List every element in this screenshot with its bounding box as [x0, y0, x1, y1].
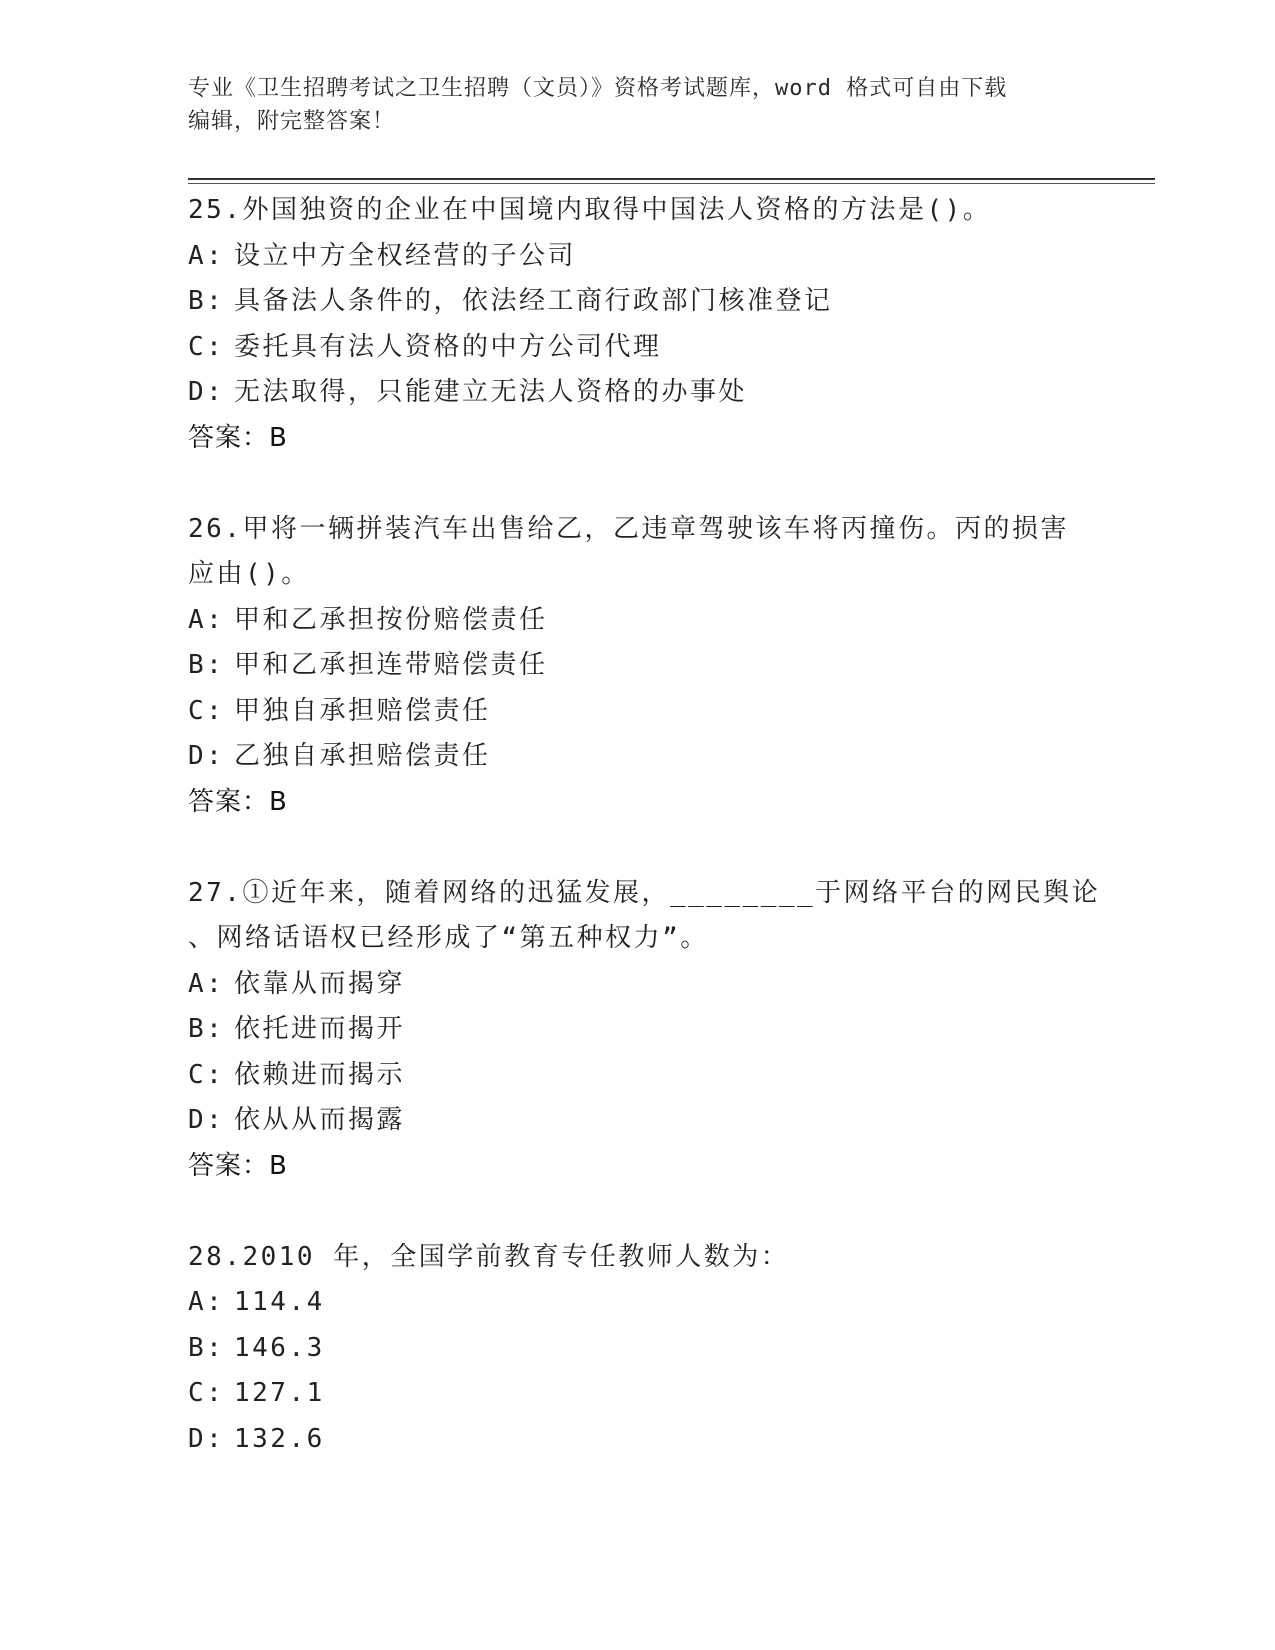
option-letter: D:	[188, 377, 225, 407]
option-letter: C:	[188, 331, 225, 362]
question-list	[188, 188, 1108, 1462]
question-spacer	[188, 1189, 1108, 1235]
option-text: 设立中方全权经营的子公司	[234, 240, 577, 271]
option-text: 甲和乙承担按份赔偿责任	[234, 604, 548, 635]
option-letter: B:	[188, 1332, 225, 1363]
option-letter: A:	[188, 1287, 225, 1317]
document-header	[188, 72, 1068, 138]
option-text: 132.6	[234, 1423, 325, 1454]
option-row	[188, 325, 1108, 371]
option-letter: C:	[188, 695, 225, 726]
option-text: 依靠从而揭穿	[234, 968, 406, 999]
option-text: 127.1	[234, 1378, 325, 1408]
option-letter: D:	[188, 1423, 225, 1454]
option-letter: D:	[188, 741, 225, 771]
option-letter: B:	[188, 286, 225, 316]
option-text: 甲独自承担赔偿责任	[234, 695, 491, 726]
question-stem-line: 26.甲将一辆拼装汽车出售给乙，乙违章驾驶该车将丙撞伤。丙的损害	[188, 513, 1069, 544]
option-row	[188, 962, 1108, 1008]
option-text: 委托具有法人资格的中方公司代理	[234, 331, 662, 362]
option-text: 依从从而揭露	[234, 1105, 406, 1135]
option-row	[188, 1417, 1108, 1463]
option-row	[188, 598, 1108, 644]
question-block	[188, 507, 1108, 871]
option-text: 具备法人条件的，依法经工商行政部门核准登记	[234, 286, 833, 316]
header-divider-thin	[188, 183, 1155, 184]
question-block	[188, 1235, 1108, 1463]
option-row	[188, 1280, 1108, 1326]
option-text: 依托进而揭开	[234, 1014, 406, 1044]
option-row	[188, 1371, 1108, 1417]
header-line-2: 编辑，附完整答案！	[188, 109, 396, 134]
option-row	[188, 1098, 1108, 1144]
option-letter: D:	[188, 1105, 225, 1135]
question-spacer	[188, 461, 1108, 507]
option-row	[188, 1007, 1108, 1053]
option-letter: A:	[188, 604, 225, 635]
question-stem-line: 27.①近年来，随着网络的迅猛发展，________于网络平台的网民舆论	[188, 877, 1101, 908]
option-text: 146.3	[234, 1332, 325, 1363]
option-letter: C:	[188, 1378, 225, 1408]
question-stem-line: 、网络话语权已经形成了“第五种权力”。	[188, 923, 709, 953]
option-text: 乙独自承担赔偿责任	[234, 741, 491, 771]
option-row	[188, 689, 1108, 735]
option-row	[188, 734, 1108, 780]
answer-line: 答案：B	[188, 422, 288, 453]
option-row	[188, 234, 1108, 280]
option-row	[188, 279, 1108, 325]
question-stem-line: 28.2010 年，全国学前教育专任教师人数为：	[188, 1241, 790, 1272]
option-text: 114.4	[234, 1287, 325, 1317]
header-divider-thick	[188, 178, 1155, 180]
option-letter: C:	[188, 1059, 225, 1090]
header-line-1: 专业《卫生招聘考试之卫生招聘（文员）》资格考试题库，word 格式可自由下载	[188, 76, 1008, 101]
question-stem-line: 25.外国独资的企业在中国境内取得中国法人资格的方法是()。	[188, 195, 992, 225]
option-row	[188, 643, 1108, 689]
option-row	[188, 370, 1108, 416]
question-spacer	[188, 825, 1108, 871]
option-text: 无法取得，只能建立无法人资格的办事处	[234, 377, 748, 407]
question-block	[188, 871, 1108, 1235]
answer-line: 答案：B	[188, 786, 288, 817]
answer-line: 答案：B	[188, 1150, 288, 1181]
option-text: 甲和乙承担连带赔偿责任	[234, 650, 548, 680]
option-letter: A:	[188, 968, 225, 999]
option-row	[188, 1053, 1108, 1099]
option-letter: B:	[188, 650, 225, 680]
question-stem-line: 应由()。	[188, 559, 310, 589]
option-text: 依赖进而揭示	[234, 1059, 406, 1090]
option-letter: B:	[188, 1014, 225, 1044]
option-row	[188, 1326, 1108, 1372]
question-block	[188, 188, 1108, 507]
option-letter: A:	[188, 240, 225, 271]
